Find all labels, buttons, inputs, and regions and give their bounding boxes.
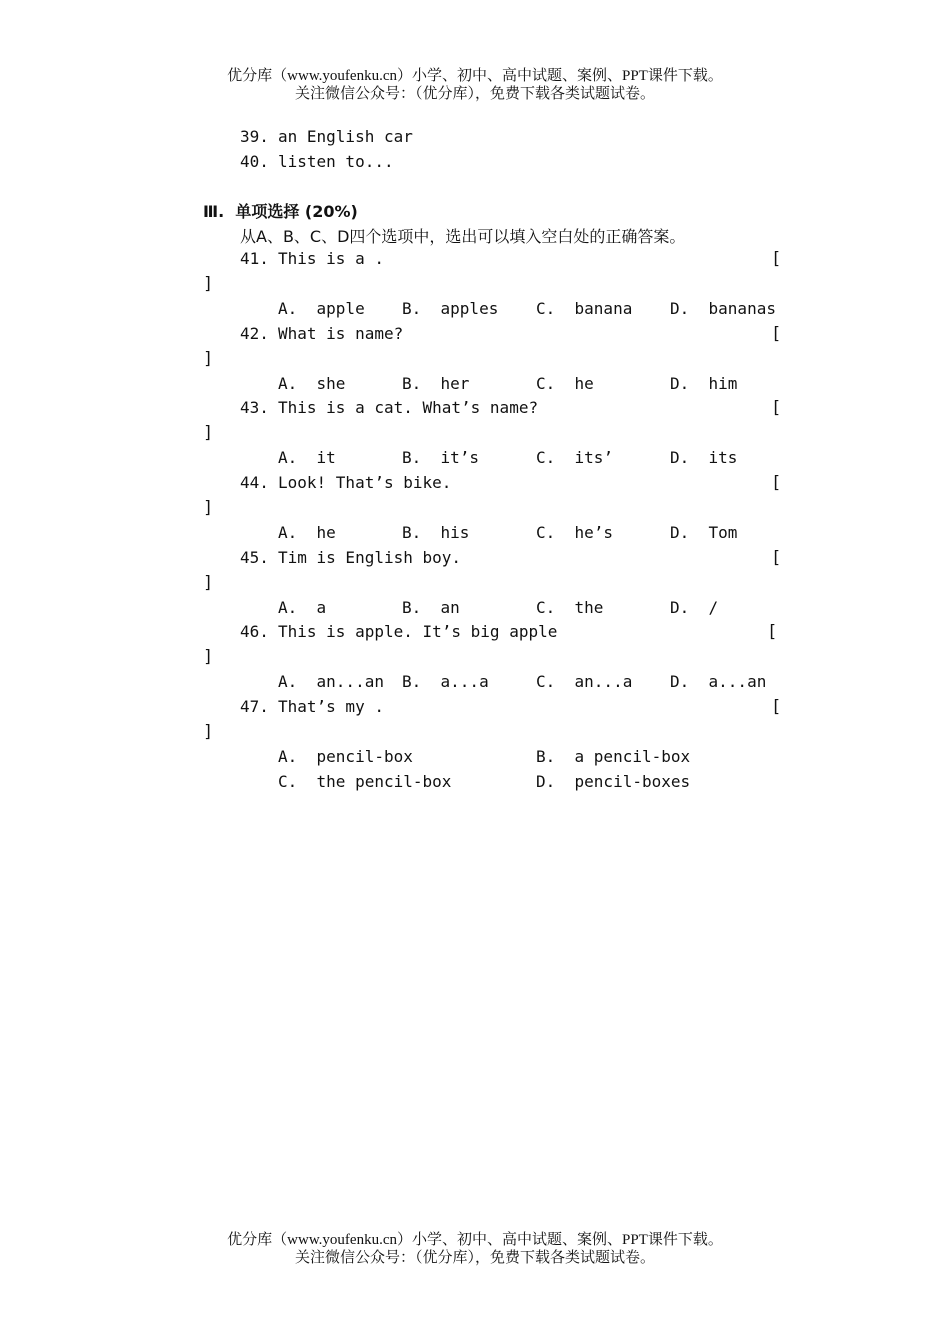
answer-bracket-close: ] (203, 647, 214, 667)
question-text: Tim is English boy. (278, 548, 462, 567)
option-d: D. pencil-boxes (536, 772, 691, 791)
answer-bracket-close: ] (203, 349, 214, 369)
option-d: D. its (670, 448, 738, 467)
page-footer (0, 1231, 950, 1267)
question-text: This is a cat. What’s name? (278, 398, 539, 417)
question-text: What is name? (278, 324, 404, 343)
option-d: D. Tom (670, 523, 738, 542)
question-number: 41. (240, 249, 269, 268)
option-a: A. apple (278, 299, 365, 318)
answer-bracket-close: ] (203, 573, 214, 593)
question-text: That’s my . (278, 697, 384, 716)
option-a: A. it (278, 448, 336, 467)
option-b: B. it’s (402, 448, 480, 467)
section-title: Ⅲ. 单项选择 (20%) (203, 202, 358, 221)
option-a: A. he (278, 523, 336, 542)
header-line-1: 优分库（www.youfenku.cn）小学、初中、高中试题、案例、PPT课件下载。 (227, 68, 723, 84)
option-b: B. her (402, 374, 470, 393)
item-number: 40. (240, 152, 269, 171)
item-number: 39. (240, 127, 269, 146)
option-a: A. she (278, 374, 346, 393)
footer-line-1: 优分库（www.youfenku.cn）小学、初中、高中试题、案例、PPT课件下载。 (227, 1232, 723, 1248)
option-b: B. apples (402, 299, 499, 318)
question-number: 46. (240, 622, 269, 641)
option-a: A. a (278, 598, 327, 617)
answer-bracket-close: ] (203, 498, 214, 518)
option-a: A. an...an (278, 672, 384, 691)
question-text: This is a . (278, 249, 384, 268)
option-a: A. pencil-box (278, 747, 413, 766)
answer-bracket-open: [ (771, 697, 782, 717)
page-header (0, 67, 950, 103)
answer-bracket-open: [ (771, 548, 782, 568)
item-text: listen to... (278, 152, 394, 171)
question-number: 45. (240, 548, 269, 567)
answer-bracket-open: [ (767, 622, 778, 642)
option-d: D. a...an (670, 672, 767, 691)
option-c: C. the pencil-box (278, 772, 452, 791)
option-d: D. / (670, 598, 719, 617)
section-instruction: 从A、B、C、D四个选项中，选出可以填入空白处的正确答案。 (240, 227, 686, 246)
option-c: C. an...a (536, 672, 633, 691)
question-number: 44. (240, 473, 269, 492)
answer-bracket-open: [ (771, 473, 782, 493)
header-line-2: 关注微信公众号：（优分库），免费下载各类试题试卷。 (294, 86, 655, 102)
option-b: B. his (402, 523, 470, 542)
question-text: This is apple. It’s big apple (278, 622, 558, 641)
answer-bracket-open: [ (771, 398, 782, 418)
option-c: C. he (536, 374, 594, 393)
answer-bracket-open: [ (771, 324, 782, 344)
option-c: C. its’ (536, 448, 614, 467)
answer-bracket-open: [ (771, 249, 782, 269)
option-c: C. the (536, 598, 604, 617)
option-d: D. him (670, 374, 738, 393)
option-c: C. banana (536, 299, 633, 318)
item-text: an English car (278, 127, 413, 146)
option-c: C. he’s (536, 523, 614, 542)
option-b: B. a...a (402, 672, 489, 691)
option-b: B. an (402, 598, 460, 617)
footer-line-2: 关注微信公众号：（优分库），免费下载各类试题试卷。 (294, 1250, 655, 1266)
question-number: 43. (240, 398, 269, 417)
option-b: B. a pencil-box (536, 747, 691, 766)
answer-bracket-close: ] (203, 274, 214, 294)
answer-bracket-close: ] (203, 423, 214, 443)
question-text: Look! That’s bike. (278, 473, 452, 492)
option-d: D. bananas (670, 299, 776, 318)
question-number: 42. (240, 324, 269, 343)
question-number: 47. (240, 697, 269, 716)
answer-bracket-close: ] (203, 722, 214, 742)
